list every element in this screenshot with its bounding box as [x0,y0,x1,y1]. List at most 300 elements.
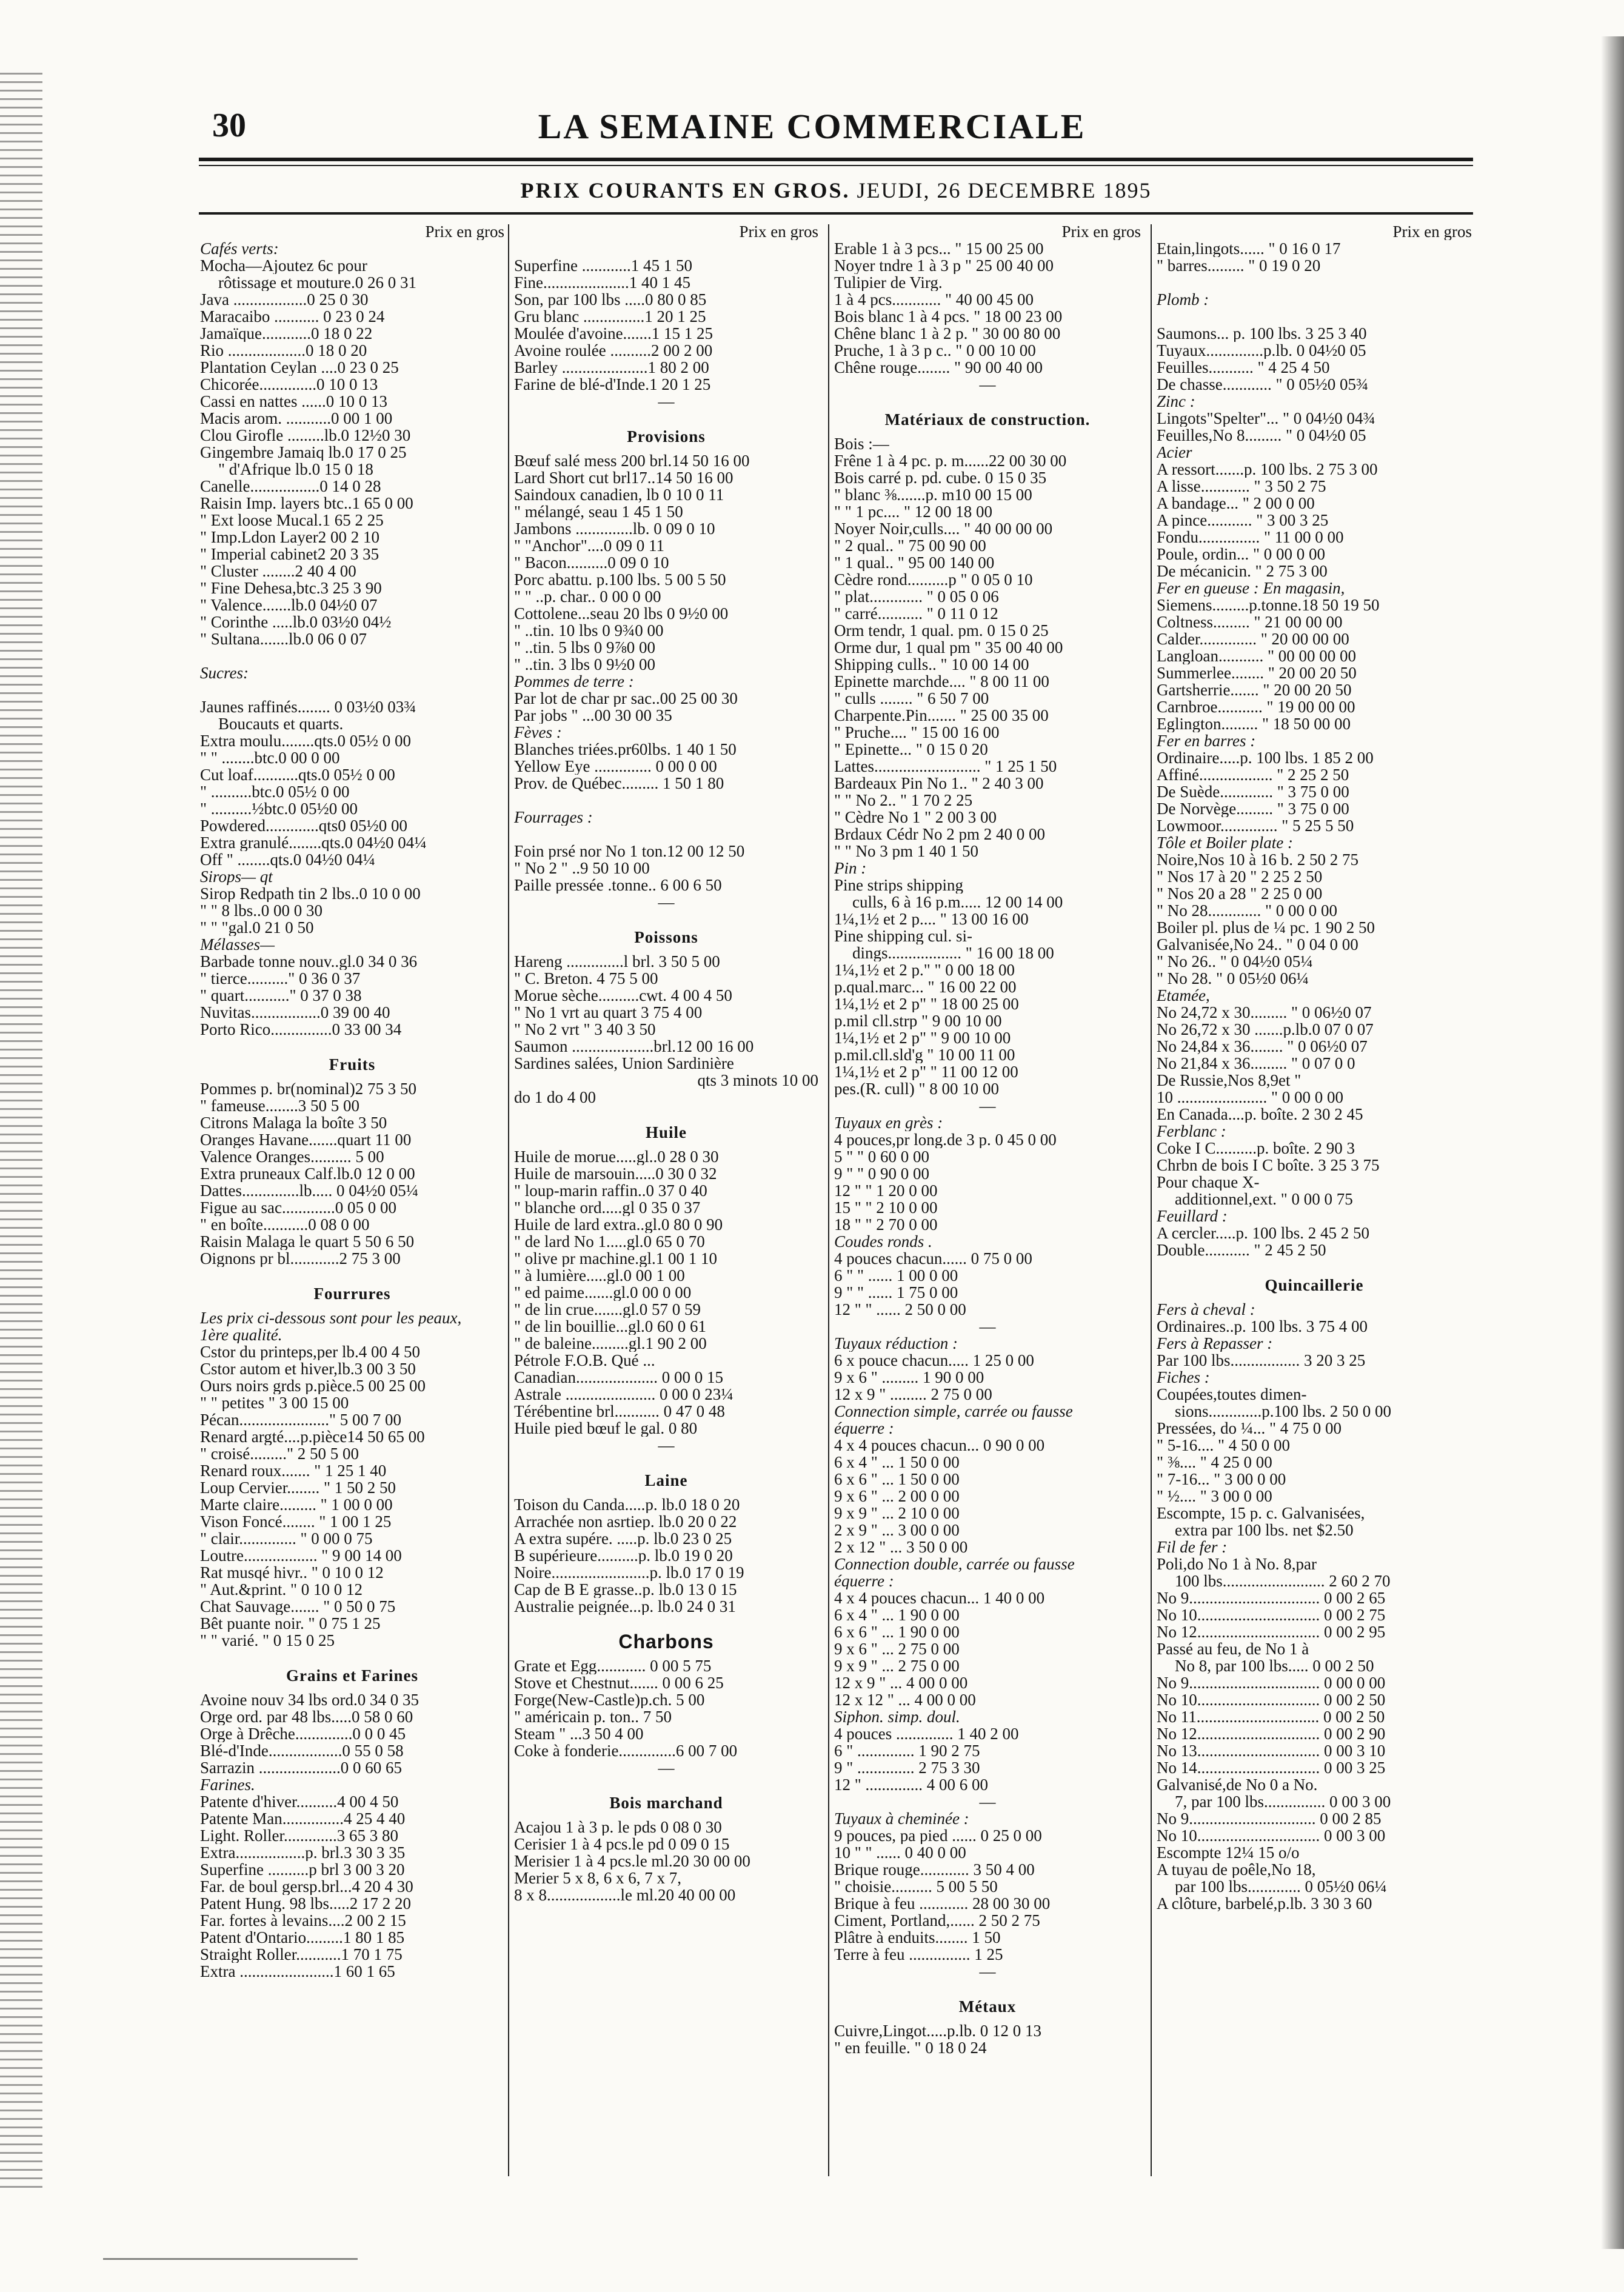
price-line: Figue au sac.............0 05 0 00 [200,1199,396,1216]
price-line: 6 " .............. 1 90 2 75 [834,1742,980,1759]
price-line: 6 x 6 " ... 1 50 0 00 [834,1471,960,1488]
subsection-label: Fers à Repasser : [1157,1335,1273,1352]
price-line: 9 x 9 " ... 2 75 0 00 [834,1657,960,1674]
section-heading: Charbons [618,1633,714,1650]
price-line: " barres......... " 0 19 0 20 [1157,257,1321,274]
price-line: Off " ........qts.0 04½0 04¼ [200,851,375,868]
price-line: Foin prsé nor No 1 ton.12 00 12 50 [514,843,745,860]
price-line: Son, par 100 lbs .....0 80 0 85 [514,291,707,308]
section-separator: — [979,1963,996,1980]
subsection-label: Acier [1157,444,1192,461]
price-line: Far. de boul gersp.brl...4 20 4 30 [200,1878,413,1895]
price-line: Noyer Noir,culls.... " 40 00 00 00 [834,520,1053,537]
price-line: No 10.............................. 0 00 2 75 [1157,1606,1386,1623]
price-line: Rio ...................0 18 0 20 [200,342,367,359]
subsection-label: Pin : [834,860,867,877]
price-line: Frêne 1 à 4 pc. p. m......22 00 30 00 [834,452,1067,469]
price-line: " Epinette... " 0 15 0 20 [834,741,988,758]
price-line: " " 1 pc.... " 12 00 18 00 [834,503,993,520]
scan-edge-left [0,73,42,2194]
price-line: Sirop Redpath tin 2 lbs..0 10 0 00 [200,885,421,902]
price-line: Porc abattu. p.100 lbs. 5 00 5 50 [514,571,726,588]
price-line: Prix en gros [425,223,504,240]
price-line: No 14.............................. 0 00 3 25 [1157,1759,1386,1776]
subsection-label: Coudes ronds . [834,1233,932,1250]
price-line: Double........... " 2 45 2 50 [1157,1241,1326,1258]
price-line: Lard Short cut brl17..14 50 16 00 [514,469,733,486]
price-line: Bœuf salé mess 200 brl.14 50 16 00 [514,452,750,469]
price-line: Galvanisée,No 24.. " 0 04 0 00 [1157,936,1358,953]
price-line: " olive pr machine.gl.1 00 1 10 [514,1250,717,1267]
price-line: Noyer tndre 1 à 3 p " 25 00 40 00 [834,257,1054,274]
price-line: No 24,84 x 36........ " 0 06½0 07 [1157,1038,1368,1055]
price-line: Pressées, do ¼... " 4 75 0 00 [1157,1420,1342,1437]
price-line: " clair.............. " 0 00 0 75 [200,1530,373,1547]
price-line: Erable 1 à 3 pcs... " 15 00 25 00 [834,240,1044,257]
blank-line [514,792,818,809]
price-line: Huile de lard extra..gl.0 80 0 90 [514,1216,723,1233]
price-line: De Norvège......... " 3 75 0 00 [1157,800,1349,817]
section-heading: Quincaillerie [1265,1277,1364,1294]
price-line: A pince........... " 3 00 3 25 [1157,512,1329,529]
price-line: " ½.... " 3 00 0 00 [1157,1488,1272,1505]
price-line: No 9................................ 0 00 2 65 [1157,1589,1386,1606]
price-line: " " "gal.0 21 0 50 [200,919,314,936]
price-line: Prix en gros [1392,223,1472,240]
price-line: " américain p. ton.. 7 50 [514,1708,672,1725]
section-heading: Provisions [627,428,706,445]
subsection-label: Tuyaux en grès : [834,1114,943,1131]
price-line: " " No 2.. " 1 70 2 25 [834,792,973,809]
section-heading: Métaux [958,1998,1017,2015]
price-line: Noire,Nos 10 à 16 b. 2 50 2 75 [1157,851,1358,868]
price-line: Java ..................0 25 0 30 [200,291,369,308]
price-line: A cercler.....p. 100 lbs. 2 45 2 50 [1157,1225,1369,1241]
price-line: Lowmoor.............. " 5 25 5 50 [1157,817,1354,834]
subsection-label: Fèves : [514,724,562,741]
price-line: " ..........½btc.0 05½0 00 [200,800,358,817]
price-line: Patent Hung. 98 lbs.....2 17 2 20 [200,1895,411,1912]
price-line: " ..tin. 3 lbs 0 9½0 00 [514,656,656,673]
price-line: Cottolene...seau 20 lbs 0 9½0 00 [514,605,729,622]
price-line: Mocha—Ajoutez 6c pour [200,257,367,274]
price-line: Powdered.............qts0 05½0 00 [200,817,407,834]
blank-line [200,647,504,664]
price-line: " Bacon..........0 09 0 10 [514,554,669,571]
price-line: Feuilles,No 8......... " 0 04½0 05 [1157,427,1366,444]
price-line: Poule, ordin... " 0 00 0 00 [1157,546,1326,563]
price-line: Renard argté....p.pièce14 50 65 00 [200,1428,425,1445]
price-line: Chicorée..............0 10 0 13 [200,376,378,393]
price-column-3 [834,223,1141,2056]
section-heading: Huile [645,1124,687,1141]
price-line: Calder.............. " 20 00 00 00 [1157,630,1349,647]
price-line: 4 pouces .............. 1 40 2 00 [834,1725,1019,1742]
price-line: Escompte, 15 p. c. Galvanisées, [1157,1505,1365,1522]
price-line: Merier 5 x 8, 6 x 6, 7 x 7, [514,1869,681,1886]
subsection-label: équerre : [834,1420,894,1437]
price-line: Fine.....................1 40 1 45 [514,274,691,291]
price-line: Galvanisé,de No 0 a No. [1157,1776,1318,1793]
price-line: Brique à feu ............ 28 00 30 00 [834,1895,1051,1912]
price-line: Superfine ..........p brl 3 00 3 20 [200,1861,405,1878]
price-line: Light. Roller.............3 65 3 80 [200,1827,398,1844]
price-line: B supérieure..........p. lb.0 19 0 20 [514,1547,733,1564]
subsection-label: Cafés verts: [200,240,279,257]
price-line: Gru blanc ...............1 20 1 25 [514,308,706,325]
price-line: Boucauts et quarts. [218,715,344,732]
price-line: " plat............. " 0 05 0 06 [834,588,999,605]
price-line: Prix en gros [1061,223,1141,240]
price-line: Barley .....................1 80 2 00 [514,359,709,376]
price-line: " Cèdre No 1 " 2 00 3 00 [834,809,997,826]
price-line: 12 x 12 " ... 4 00 0 00 [834,1691,976,1708]
price-line: No 11.............................. 0 00 2 50 [1157,1708,1385,1725]
price-line: Loup Cervier........ " 1 50 2 50 [200,1479,396,1496]
price-line: Jaunes raffinés........ 0 03½0 03¾ [200,698,416,715]
price-line: Bois carré p. pd. cube. 0 15 0 35 [834,469,1047,486]
price-line: " blanche ord.....gl 0 35 0 37 [514,1199,701,1216]
price-line: " Aut.&print. " 0 10 0 12 [200,1581,363,1598]
section-heading: Fruits [329,1056,376,1073]
price-line: " quart..........." 0 37 0 38 [200,987,362,1004]
price-line: Steam " ...3 50 4 00 [514,1725,644,1742]
price-line: " Valence.......lb.0 04½0 07 [200,596,378,613]
price-line: Orme dur, 1 qual pm " 35 00 40 00 [834,639,1063,656]
price-line: Lattes.......................... " 1 25 1 50 [834,758,1057,775]
price-line: Pétrole F.O.B. Qué ... [514,1352,655,1369]
price-line: De Suède............. " 3 75 0 00 [1157,783,1349,800]
price-line: Pine strips shipping [834,877,964,894]
price-line: 15 " " 2 10 0 00 [834,1199,938,1216]
price-line: " choisie.......... 5 00 5 50 [834,1878,998,1895]
subsection-label: Mélasses— [200,936,275,953]
section-heading: Poissons [634,929,698,946]
price-line: Macis arom. ...........0 00 1 00 [200,410,393,427]
subtitle-main: PRIX COURANTS EN GROS. [520,178,850,202]
price-column-4 [1157,223,1472,1912]
price-line: 1¼,1½ et 2 p" " 9 00 10 00 [834,1029,1011,1046]
price-line: " en feuille. " 0 18 0 24 [834,2039,987,2056]
price-line: " Pruche.... " 15 00 16 00 [834,724,1000,741]
price-line: Moulée d'avoine.......1 15 1 25 [514,325,713,342]
price-line: Carnbroe........... " 19 00 00 00 [1157,698,1355,715]
price-line: 10 ...................... " 0 00 0 00 [1157,1089,1344,1106]
price-line: Coupées,toutes dimen- [1157,1386,1307,1403]
price-line: Cèdre rond..........p " 0 05 0 10 [834,571,1033,588]
price-line: additionnel,ext. " 0 00 0 75 [1175,1191,1353,1208]
price-line: No 9................................ 0 00 0 00 [1157,1674,1386,1691]
price-line: " " ........btc.0 00 0 00 [200,749,340,766]
price-line: Marte claire......... " 1 00 0 00 [200,1496,393,1513]
section-separator: — [658,1759,675,1776]
price-line: " croisé........." 2 50 5 00 [200,1445,359,1462]
price-line: " 1 qual.. " 95 00 140 00 [834,554,995,571]
price-line: Tuyaux..............p.lb. 0 04½0 05 [1157,342,1366,359]
subsection-label: Sirops— qt [200,868,273,885]
price-line: No 12.............................. 0 00 2 90 [1157,1725,1386,1742]
price-line: 10 " " ...... 0 40 0 00 [834,1844,966,1861]
price-line: Raisin Imp. layers btc..1 65 0 00 [200,495,413,512]
column-divider [508,224,509,2176]
price-line: " de lin bouillie...gl.0 60 0 61 [514,1318,706,1335]
price-line: 4 x 4 pouces chacun... 0 90 0 00 [834,1437,1045,1454]
price-line: No 24,72 x 30......... " 0 06½0 07 [1157,1004,1372,1021]
price-line: Toison du Canda.....p. lb.0 18 0 20 [514,1496,740,1513]
subsection-label: Sucres: [200,664,249,681]
price-line: Canadian.................... 0 00 0 15 [514,1369,723,1386]
price-line: 9 x 9 " ... 2 10 0 00 [834,1505,960,1522]
price-line: Patente d'hiver..........4 00 4 50 [200,1793,399,1810]
price-line: 2 x 12 " ... 3 50 0 00 [834,1539,968,1555]
price-line: Forge(New-Castle)p.ch. 5 00 [514,1691,705,1708]
subsection-label: Fourrages : [514,809,593,826]
price-line: Summerlee........ " 20 00 20 50 [1157,664,1357,681]
price-line: Superfine ............1 45 1 50 [514,257,692,274]
price-line: Cassi en nattes ......0 10 0 13 [200,393,387,410]
price-line: 100 lbs......................... 2 60 2 70 [1175,1572,1391,1589]
price-line: Bardeaux Pin No 1.. " 2 40 3 00 [834,775,1044,792]
price-line: Boiler pl. plus de ¼ pc. 1 90 2 50 [1157,919,1375,936]
subsection-label: Connection simple, carrée ou fausse [834,1403,1073,1420]
price-line: sions.............p.100 lbs. 2 50 0 00 [1175,1403,1392,1420]
price-line: Siemens.........p.tonne.18 50 19 50 [1157,596,1380,613]
price-line: " ed paime.......gl.0 00 0 00 [514,1284,692,1301]
price-line: Chat Sauvage....... " 0 50 0 75 [200,1598,396,1615]
price-line: Tulipier de Virg. [834,274,943,291]
price-line: No 9............................... 0 00 2 85 [1157,1810,1382,1827]
price-line: Passé au feu, de No 1 à [1157,1640,1309,1657]
price-line: A tuyau de poêle,No 18, [1157,1861,1316,1878]
price-line: " Sultana.......lb.0 06 0 07 [200,630,367,647]
price-line: Dattes..............lb..... 0 04½0 05¼ [200,1182,418,1199]
price-line: Brique rouge............ 3 50 4 00 [834,1861,1035,1878]
price-line: En Canada....p. boîte. 2 30 2 45 [1157,1106,1363,1123]
price-line: 5 " " 0 60 0 00 [834,1148,930,1165]
price-line: Blé-d'Inde..................0 55 0 58 [200,1742,404,1759]
price-line: p.mil cll.strp " 9 00 10 00 [834,1012,1002,1029]
section-heading: Bois marchand [609,1794,723,1811]
price-line: " "Anchor"....0 09 0 11 [514,537,665,554]
price-line: " tierce.........." 0 36 0 37 [200,970,361,987]
price-line: 6 " " ...... 1 00 0 00 [834,1267,958,1284]
price-line: Canelle.................0 14 0 28 [200,478,381,495]
price-line: A ressort.......p. 100 lbs. 2 75 3 00 [1157,461,1378,478]
subsection-label: Fer en gueuse : En magasin, [1157,580,1345,596]
subsection-label: Siphon. simp. doul. [834,1708,960,1725]
column-top-rule [199,212,1473,215]
price-line: No 8, par 100 lbs..... 0 00 2 50 [1175,1657,1374,1674]
price-line: Nuvitas.................0 39 00 40 [200,1004,390,1021]
price-line: Coke à fonderie..............6 00 7 00 [514,1742,738,1759]
price-line: Chêne rouge........ " 90 00 40 00 [834,359,1043,376]
column-divider [828,224,829,2176]
price-line: Arrachée non asrtiep. lb.0 20 0 22 [514,1513,737,1530]
price-line: " ..tin. 10 lbs 0 9¾0 00 [514,622,664,639]
price-line: 2 x 9 " ... 3 00 0 00 [834,1522,960,1539]
price-line: 6 x pouce chacun..... 1 25 0 00 [834,1352,1034,1369]
price-line: 1¼,1½ et 2 p" " 11 00 12 00 [834,1063,1018,1080]
price-line: Langloan........... " 00 00 00 00 [1157,647,1356,664]
blank-line [514,826,818,843]
price-line: Orm tendr, 1 qual. pm. 0 15 0 25 [834,622,1049,639]
masthead-rule-thick [199,158,1473,161]
price-line: " culls ........ " 6 50 7 00 [834,690,989,707]
price-line: " 7-16... " 3 00 0 00 [1157,1471,1286,1488]
price-line: 4 x 4 pouces chacun... 1 40 0 00 [834,1589,1045,1606]
price-line: Blanches triées.pr60lbs. 1 40 1 50 [514,741,737,758]
price-line: No 12.............................. 0 00 2 95 [1157,1623,1386,1640]
price-line: Affiné.................. " 2 25 2 50 [1157,766,1349,783]
price-line: Patent d'Ontario.........1 80 1 85 [200,1929,405,1946]
price-line: 9 " " ...... 1 75 0 00 [834,1284,958,1301]
price-line: 7, par 100 lbs............... 0 00 3 00 [1175,1793,1391,1810]
price-line: Acajou 1 à 3 p. le pds 0 08 0 30 [514,1819,722,1836]
price-line: Pine shipping cul. si- [834,927,972,944]
price-line: " Nos 20 a 28 " 2 25 0 00 [1157,885,1323,902]
price-line: Ciment, Portland,...... 2 50 2 75 [834,1912,1040,1929]
price-line: Pommes p. br(nominal)2 75 3 50 [200,1080,416,1097]
price-line: Maracaibo ........... 0 23 0 24 [200,308,385,325]
price-line: " ..........btc.0 05½ 0 00 [200,783,350,800]
price-line: " Fine Dehesa,btc.3 25 3 90 [200,580,382,596]
price-line: Citrons Malaga la boîte 3 50 [200,1114,387,1131]
price-line: culls, 6 à 16 p.m..... 12 00 14 00 [852,894,1063,910]
price-line: Morue sèche..........cwt. 4 00 4 50 [514,987,732,1004]
price-line: Orge à Drêche..............0 0 0 45 [200,1725,406,1742]
price-line: " C. Breton. 4 75 5 00 [514,970,658,987]
price-line: Rat musqé hivr.. " 0 10 0 12 [200,1564,384,1581]
price-line: Chrbn de bois I C boîte. 3 25 3 75 [1157,1157,1380,1174]
price-line: Stove et Chestnut....... 0 00 6 25 [514,1674,724,1691]
price-line: 9 " .............. 2 75 3 30 [834,1759,980,1776]
price-line: Straight Roller...........1 70 1 75 [200,1946,403,1963]
price-line: Orge ord. par 48 lbs.....0 58 0 60 [200,1708,413,1725]
price-line: 9 pouces, pa pied ...... 0 25 0 00 [834,1827,1042,1844]
price-line: par 100 lbs............. 0 05½0 06¼ [1175,1878,1387,1895]
price-line: Pécan......................" 5 00 7 00 [200,1411,401,1428]
price-line: " " petites " 3 00 15 00 [200,1394,349,1411]
price-line: 1¼,1½ et 2 p.... " 13 00 16 00 [834,910,1029,927]
price-line: 4 pouces chacun...... 0 75 0 00 [834,1250,1032,1267]
price-line: Cuivre,Lingot.....p.lb. 0 12 0 13 [834,2022,1041,2039]
price-line: Valence Oranges.......... 5 00 [200,1148,384,1165]
subsection-label: Plomb : [1157,291,1209,308]
price-line: Jamaïque............0 18 0 22 [200,325,373,342]
price-line: Cerisier 1 à 4 pcs.le pd 0 09 0 15 [514,1836,730,1853]
price-line: A lisse............ " 3 50 2 75 [1157,478,1326,495]
section-heading: Fourrures [313,1285,391,1302]
section-separator: — [979,376,996,393]
section-heading: Laine [644,1472,688,1489]
price-line: De chasse............ " 0 05½0 05¾ [1157,376,1369,393]
price-line: " No 1 vrt au quart 3 75 4 00 [514,1004,703,1021]
price-line: " fameuse........3 50 5 00 [200,1097,359,1114]
price-line: Eglington......... " 18 50 00 00 [1157,715,1351,732]
price-line: Gartsherrie....... " 20 00 20 50 [1157,681,1352,698]
price-line: dings.................. " 16 00 18 00 [852,944,1054,961]
subsection-label: Les prix ci-dessous sont pour les peaux, [200,1309,462,1326]
price-line: Bois :— [834,435,889,452]
price-line: Etain,lingots...... " 0 16 0 17 [1157,240,1341,257]
subsection-label: Etamée, [1157,987,1210,1004]
section-separator: — [658,393,675,410]
section-separator: — [979,1793,996,1810]
price-line: " à lumière.....gl.0 00 1 00 [514,1267,685,1284]
price-line: Jambons ..............lb. 0 09 0 10 [514,520,715,537]
subtitle-date: JEUDI, 26 DECEMBRE 1895 [857,178,1152,202]
price-line: Vison Foncé........ " 1 00 1 25 [200,1513,392,1530]
blank-line [514,240,818,257]
price-line: 12 x 9 " ... 4 00 0 00 [834,1674,968,1691]
price-line: Patente Man...............4 25 4 40 [200,1810,406,1827]
price-line: p.mil.cll.sld'g " 10 00 11 00 [834,1046,1015,1063]
price-line: 9 " " 0 90 0 00 [834,1165,930,1182]
price-line: " Corinthe .....lb.0 03½0 04½ [200,613,392,630]
price-line: No 26,72 x 30 .......p.lb.0 07 0 07 [1157,1021,1374,1038]
price-line: Hareng ..............l brl. 3 50 5 00 [514,953,720,970]
price-line: 9 x 6 " ... 2 75 0 00 [834,1640,960,1657]
price-line: 6 x 4 " ... 1 90 0 00 [834,1606,960,1623]
price-line: " Imperial cabinet2 20 3 35 [200,546,379,563]
price-line: pes.(R. cull) " 8 00 10 00 [834,1080,999,1097]
price-line: Feuilles........... " 4 25 4 50 [1157,359,1330,376]
price-line: do 1 do 4 00 [514,1089,596,1106]
section-separator: — [658,894,675,910]
price-line: Saindoux canadien, lb 0 10 0 11 [514,486,724,503]
section-separator: — [979,1097,996,1114]
price-line: Raisin Malaga le quart 5 50 6 50 [200,1233,415,1250]
price-line: Paille pressée .tonne.. 6 00 6 50 [514,877,722,894]
subsection-label: Tôle et Boiler plate : [1157,834,1293,851]
price-line: Oranges Havane.......quart 11 00 [200,1131,412,1148]
price-line: No 21,84 x 36......... " 0 07 0 0 [1157,1055,1355,1072]
price-line: " " varié. " 0 15 0 25 [200,1632,335,1649]
footer-rule [103,2258,358,2260]
price-line: 12 " .............. 4 00 6 00 [834,1776,989,1793]
masthead-title: LA SEMAINE COMMERCIALE [538,107,1086,146]
price-line: Shipping culls.. " 10 00 14 00 [834,656,1029,673]
price-line: No 13.............................. 0 00 3 10 [1157,1742,1386,1759]
section-heading: Matériaux de construction. [884,411,1091,428]
price-line: Saumons... p. 100 lbs. 3 25 3 40 [1157,325,1367,342]
price-line: Renard roux....... " 1 25 1 40 [200,1462,387,1479]
price-line: Huile pied bœuf le gal. 0 80 [514,1420,698,1437]
price-line: Far. fortes à levains....2 00 2 15 [200,1912,406,1929]
price-line: Escompte 12¼ 15 o/o [1157,1844,1300,1861]
price-line: 9 x 6 " ... 2 00 0 00 [834,1488,960,1505]
price-line: Extra.................p. brl.3 30 3 35 [200,1844,406,1861]
price-line: Noire........................p. lb.0 17 0 19 [514,1564,744,1581]
subsection-label: Fiches : [1157,1369,1210,1386]
price-line: " blanc ⅜.......p. m10 00 15 00 [834,486,1032,503]
price-line: Pour chaque X- [1157,1174,1260,1191]
price-line: A bandage... " 2 00 0 00 [1157,495,1315,512]
subsection-label: Feuillard : [1157,1208,1228,1225]
price-line: " ..tin. 5 lbs 0 9⅞0 00 [514,639,656,656]
price-line: Bêt puante noir. " 0 75 1 25 [200,1615,381,1632]
price-line: Sarrazin ....................0 0 60 65 [200,1759,402,1776]
price-line: Plâtre à enduits........ 1 50 [834,1929,1001,1946]
price-line: Par jobs " ...00 30 00 35 [514,707,672,724]
price-line: " No 2 " ..9 50 10 00 [514,860,650,877]
price-line: Par lot de char pr sac..00 25 00 30 [514,690,738,707]
price-line: qts 3 minots 10 00 [697,1072,818,1089]
masthead-rule-thin [199,165,1473,166]
price-line: Extra .......................1 60 1 65 [200,1963,395,1980]
price-line: Barbade tonne nouv..gl.0 34 0 36 [200,953,418,970]
price-line: 6 x 6 " ... 1 90 0 00 [834,1623,960,1640]
